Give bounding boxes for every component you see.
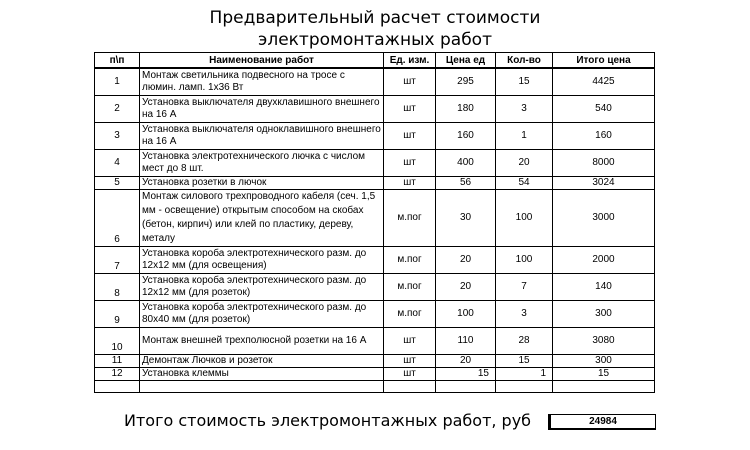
row-name: Установка выключателя одноклавишного внешнего на 16 А [140, 122, 384, 149]
row-total: 160 [553, 122, 655, 149]
row-qty: 1 [496, 367, 553, 380]
blank-cell [496, 380, 553, 392]
row-name: Установка короба электротехнического разм. до 80х40 мм (для розеток) [140, 300, 384, 327]
row-name: Монтаж внешней трехполюсной розетки на 16 А [140, 327, 384, 354]
row-name: Демонтаж Лючков и розеток [140, 354, 384, 367]
row-unit: шт [384, 327, 436, 354]
row-qty: 15 [496, 354, 553, 367]
header-qty: Кол-во [496, 53, 553, 69]
header-num: п\п [95, 53, 140, 69]
row-qty: 3 [496, 300, 553, 327]
row-total: 4425 [553, 68, 655, 95]
row-total: 300 [553, 300, 655, 327]
row-name: Установка выключателя двухклавишного внешнего на 16 А [140, 95, 384, 122]
row-num: 3 [95, 122, 140, 149]
row-total: 8000 [553, 149, 655, 176]
document-title-line2: электромонтажных работ [258, 30, 492, 50]
row-total: 140 [553, 273, 655, 300]
row-price: 20 [436, 273, 496, 300]
table-row [95, 95, 655, 122]
table-row [95, 246, 655, 273]
row-price: 180 [436, 95, 496, 122]
table-row [95, 68, 655, 95]
row-num: 4 [95, 149, 140, 176]
row-num: 10 [95, 327, 140, 354]
row-unit: шт [384, 95, 436, 122]
table-row [95, 189, 655, 246]
table-row [95, 327, 655, 354]
row-unit: шт [384, 68, 436, 95]
total-value: 24984 [548, 414, 656, 430]
row-num: 9 [95, 300, 140, 327]
blank-cell [140, 380, 384, 392]
row-unit: шт [384, 367, 436, 380]
row-name: Установка электротехнического лючка с числом мест до 8 шт. [140, 149, 384, 176]
header-unit: Ед. изм. [384, 53, 436, 69]
row-total: 540 [553, 95, 655, 122]
row-num: 6 [95, 189, 140, 246]
row-name: Монтаж силового трехпроводного кабеля (сеч. 1,5 мм - освещение) открытым способом на скобах (бетон, кирпич) или клей по пластику, дереву, металу [140, 189, 384, 246]
blank-cell [95, 380, 140, 392]
blank-cell [553, 380, 655, 392]
estimate-table [94, 52, 655, 393]
row-qty: 54 [496, 176, 553, 189]
table-row [95, 354, 655, 367]
row-name: Установка короба электротехнического разм. до 12х12 мм (для освещения) [140, 246, 384, 273]
table-row [95, 176, 655, 189]
row-price: 110 [436, 327, 496, 354]
row-name: Установка клеммы [140, 367, 384, 380]
row-qty: 7 [496, 273, 553, 300]
row-qty: 100 [496, 246, 553, 273]
row-qty: 15 [496, 68, 553, 95]
table-row [95, 122, 655, 149]
row-num: 2 [95, 95, 140, 122]
row-unit: шт [384, 122, 436, 149]
row-name: Установка короба электротехнического разм. до 12х12 мм (для розеток) [140, 273, 384, 300]
row-unit: м.пог [384, 189, 436, 246]
row-price: 400 [436, 149, 496, 176]
row-total: 2000 [553, 246, 655, 273]
total-label: Итого стоимость электромонтажных работ, руб [124, 411, 532, 430]
row-price: 20 [436, 354, 496, 367]
blank-cell [436, 380, 496, 392]
table-blank-row [95, 380, 655, 392]
document-title-line1: Предварительный расчет стоимости [209, 8, 541, 28]
row-name: Установка розетки в лючок [140, 176, 384, 189]
row-num: 1 [95, 68, 140, 95]
header-total: Итого цена [553, 53, 655, 69]
table-row [95, 273, 655, 300]
row-num: 11 [95, 354, 140, 367]
table-row [95, 149, 655, 176]
row-name: Монтаж светильника подвесного на тросе с люмин. ламп. 1х36 Вт [140, 68, 384, 95]
row-price: 20 [436, 246, 496, 273]
row-total: 3080 [553, 327, 655, 354]
row-qty: 3 [496, 95, 553, 122]
row-num: 8 [95, 273, 140, 300]
row-unit: шт [384, 176, 436, 189]
row-price: 100 [436, 300, 496, 327]
row-qty: 1 [496, 122, 553, 149]
row-price: 56 [436, 176, 496, 189]
row-price: 15 [436, 367, 496, 380]
row-unit: шт [384, 149, 436, 176]
blank-cell [384, 380, 436, 392]
row-unit: м.пог [384, 246, 436, 273]
header-name: Наименование работ [140, 53, 384, 69]
row-price: 160 [436, 122, 496, 149]
table-row [95, 300, 655, 327]
row-num: 12 [95, 367, 140, 380]
row-qty: 28 [496, 327, 553, 354]
row-total: 300 [553, 354, 655, 367]
row-qty: 100 [496, 189, 553, 246]
table-header-row [95, 53, 655, 69]
row-unit: м.пог [384, 300, 436, 327]
row-num: 7 [95, 246, 140, 273]
row-qty: 20 [496, 149, 553, 176]
row-price: 295 [436, 68, 496, 95]
table-row [95, 367, 655, 380]
row-total: 3024 [553, 176, 655, 189]
row-unit: шт [384, 354, 436, 367]
header-price: Цена ед [436, 53, 496, 69]
row-total: 3000 [553, 189, 655, 246]
row-num: 5 [95, 176, 140, 189]
row-price: 30 [436, 189, 496, 246]
row-unit: м.пог [384, 273, 436, 300]
row-total: 15 [553, 367, 655, 380]
